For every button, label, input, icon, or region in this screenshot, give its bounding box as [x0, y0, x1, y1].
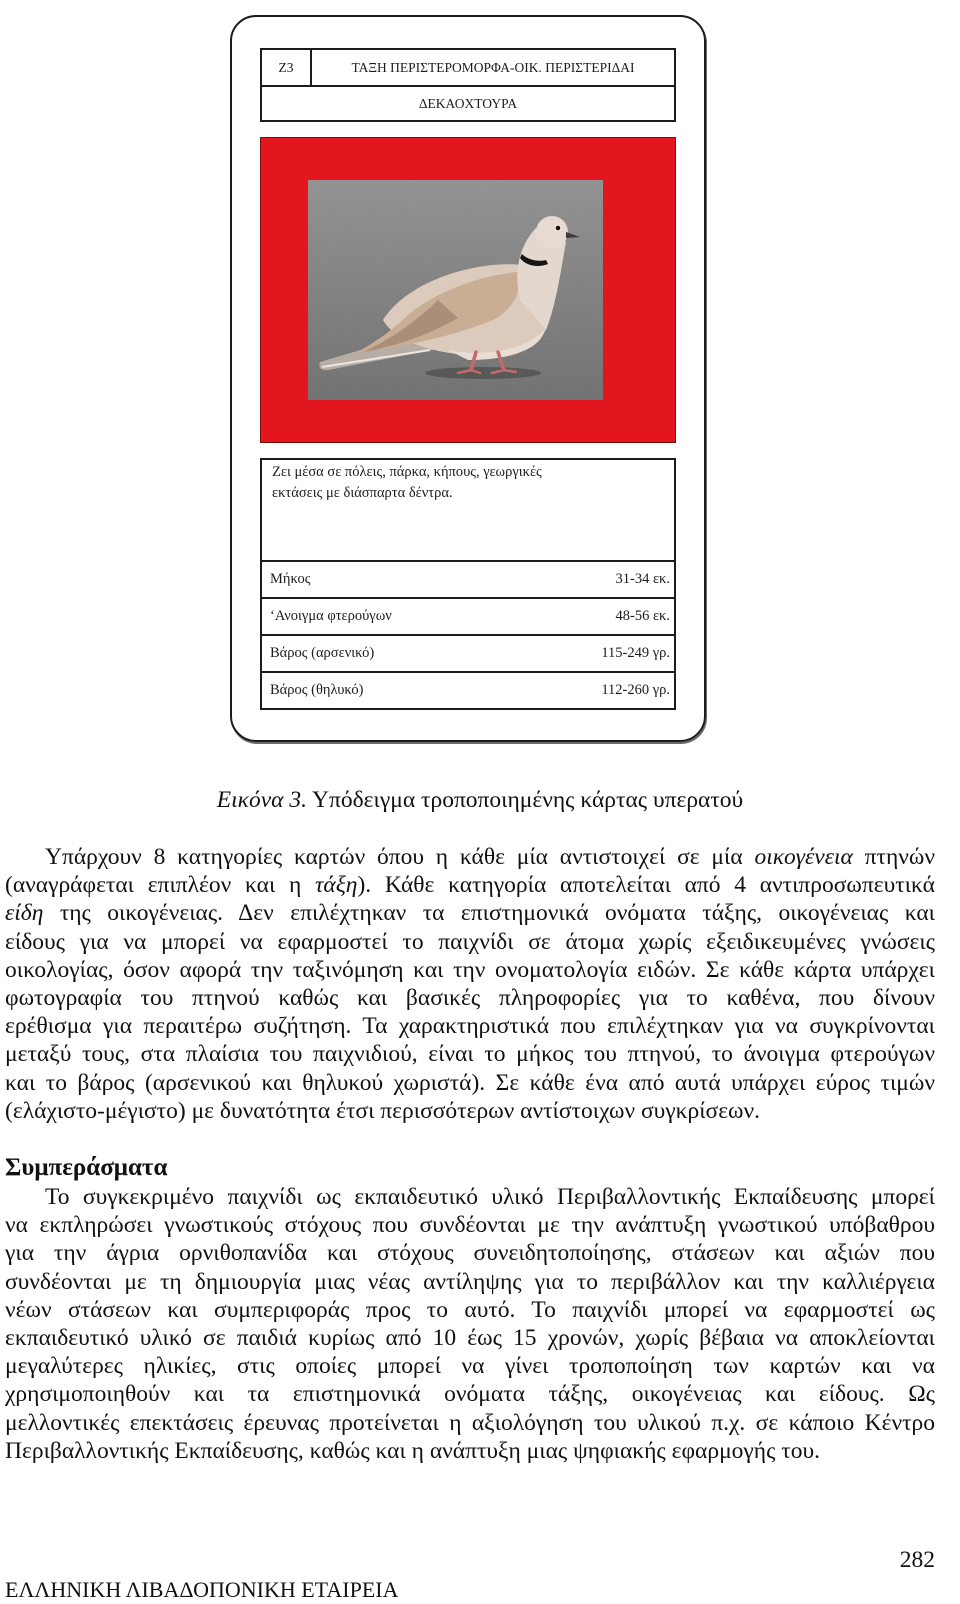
text-line: Περιβαλλοντικής Εκπαίδευσης, καθώς και η ανάπτυξη μιας ψηφιακής εφαρμογής του.	[5, 1437, 820, 1464]
card-stat-row-weight-male	[262, 634, 674, 671]
text-line	[5, 843, 935, 871]
text-line	[5, 1069, 935, 1097]
text-line: μεγαλύτερες ηλικίες, στις οποίες μπορεί να γίνει τροποποίηση των καρτών και να	[5, 1353, 935, 1380]
text-run: ερέθισμα για περαιτέρω συζήτηση. Τα χαρακτηριστικά που επιλέχτηκαν για να συγκρίνονται	[5, 1013, 935, 1040]
text-line	[5, 956, 935, 984]
card-taxonomy: ΤΑΞΗ ΠΕΡΙΣΤΕΡΟΜΟΡΦΑ-ΟΙΚ. ΠΕΡΙΣΤΕΡΙΔΑΙ	[351, 59, 635, 75]
card-stat-label: Μήκος	[270, 571, 311, 587]
paragraph-categories	[5, 843, 935, 1125]
text-run: φωτογραφία του πτηνού καθώς και βασικές πληροφορίες για το καθένα, που δίνουν	[5, 984, 935, 1011]
card-stat-value: 31-34 εκ.	[615, 571, 670, 587]
card-code: Ζ3	[262, 50, 312, 85]
text-line	[5, 871, 935, 899]
italic-term: τάξη	[314, 872, 358, 899]
text-line: να εκπληρώσει γνωστικούς στόχους που συνδέονται με την ανάπτυξη γνωστικού υπόβαθρου	[5, 1212, 935, 1239]
italic-term: οικογένεια	[754, 844, 853, 870]
text-line: μελλοντικές επεκτάσεις έρευνας προτείνεται η αξιολόγηση του υλικού π.χ. σε κάποιο Κέντρο	[5, 1409, 935, 1436]
card-habitat-line: εκτάσεις με διάσπαρτα δέντρα.	[272, 485, 453, 501]
italic-term: είδη	[5, 900, 44, 927]
card-stat-row-wingspan	[262, 597, 674, 634]
text-line: νέων στάσεων και συμπεριφοράς προς το αυτό. Το παιχνίδι μπορεί να εφαρμοστεί ως	[5, 1296, 935, 1323]
card-habitat-line: Ζει μέσα σε πόλεις, πάρκα, κήπους, γεωργικές	[272, 464, 542, 480]
figure-caption	[0, 786, 960, 814]
card-stat-row-weight-female	[262, 671, 674, 708]
text-line	[5, 899, 935, 927]
text-run: πτηνών	[852, 844, 935, 870]
text-line: εκπαιδευτικό υλικό σε παιδιά κυρίως από 10 έως 15 χρονών, χωρίς βέβαια να αποκλείονται	[5, 1324, 935, 1351]
text-line	[5, 1040, 935, 1068]
page-number: 282	[899, 1547, 935, 1573]
card-header-row-top	[262, 50, 674, 87]
card-stat-row-length	[262, 560, 674, 597]
card-photo	[308, 180, 603, 400]
text-line	[5, 1012, 935, 1040]
running-footer: ΕΛΛΗΝΙΚΗ ΛΙΒΑΔΟΠΟΝΙΚΗ ΕΤΑΙΡΕΙΑ	[5, 1577, 399, 1602]
text-run: και το βάρος (αρσενικού και θηλυκού χωριστά). Σε κάθε ένα από αυτά υπάρχει εύρος τιμών	[5, 1069, 935, 1096]
text-line	[5, 984, 935, 1012]
card-stat-value: 112-260 γρ.	[601, 682, 670, 698]
text-run: Υπάρχουν 8 κατηγορίες καρτών όπου η κάθε μία αντιστοιχεί σε μία	[45, 844, 755, 870]
dove-shadow	[425, 367, 541, 379]
text-line: χρησιμοποιηθούν και τα επιστημονικά ονόματα τάξης, οικογένειας και είδους. Ως	[5, 1381, 935, 1408]
text-run: της οικογένειας. Δεν επιλέχτηκαν τα επιστημονικά ονόματα τάξης, οικογένειας και	[43, 900, 935, 927]
text-line	[5, 928, 935, 956]
card-stat-value: 115-249 γρ.	[601, 645, 670, 661]
text-run: (αναγράφεται επιπλέον και η	[5, 872, 315, 899]
text-line: για την άγρια ορνιθοπανίδα και στόχους συνειδητοποίησης, στάσεων και αξιών που	[5, 1240, 935, 1267]
text-line: συνδέονται με τη δημιουργία μιας νέας αντίληψης για το περιβάλλον και την καλλιέργεια	[5, 1268, 935, 1295]
text-run: (ελάχιστο-μέγιστο) με δυνατότητα έτσι περισσότερων αντίστοιχων συγκρίσεων.	[5, 1097, 761, 1124]
text-line	[5, 1097, 935, 1125]
card-header-table	[260, 48, 676, 122]
card-habitat	[262, 460, 674, 560]
paragraph-conclusions	[5, 1183, 935, 1465]
card-stat-value: 48-56 εκ.	[615, 608, 670, 624]
card-stat-label: Βάρος (αρσενικό)	[270, 645, 375, 661]
card-info-table	[260, 458, 676, 710]
dove-photo	[308, 180, 603, 400]
text-line: Το συγκεκριμένο παιχνίδι ως εκπαιδευτικό υλικό Περιβαλλοντικής Εκπαίδευσης μπορεί	[45, 1184, 935, 1210]
figure-caption-label: Εικόνα 3.	[216, 787, 307, 813]
text-run: είδους για να μπορεί να εφαρμοστεί το παιχνίδι σε άτομα χωρίς εξειδικευμένες γνώσεις	[5, 928, 935, 955]
section-heading-conclusions: Συμπεράσματα	[5, 1154, 168, 1181]
dove-eye	[554, 224, 561, 231]
card-species-name: ΔΕΚΑΟΧΤΟΥΡΑ	[418, 95, 518, 111]
text-run: οικολογίας, όσον αφορά την ταξινόμηση και την ονοματολογία ειδών. Σε κάθε κάρτα υπάρχει	[5, 956, 935, 983]
card-stat-label: ‘Ανοιγμα φτερούγων	[270, 608, 392, 624]
text-run: ). Κάθε κατηγορία αποτελείται από 4 αντιπροσωπευτικά	[357, 872, 935, 899]
text-run: μεταξύ τους, στα πλαίσια του παιχνιδιού, είναι το μήκος του πτηνού, το άνοιγμα φτερούγων	[5, 1041, 935, 1068]
figure-caption-text: Υπόδειγμα τροποποιημένης κάρτας υπερατού	[312, 787, 744, 813]
card-stat-label: Βάρος (θηλυκό)	[270, 682, 364, 698]
